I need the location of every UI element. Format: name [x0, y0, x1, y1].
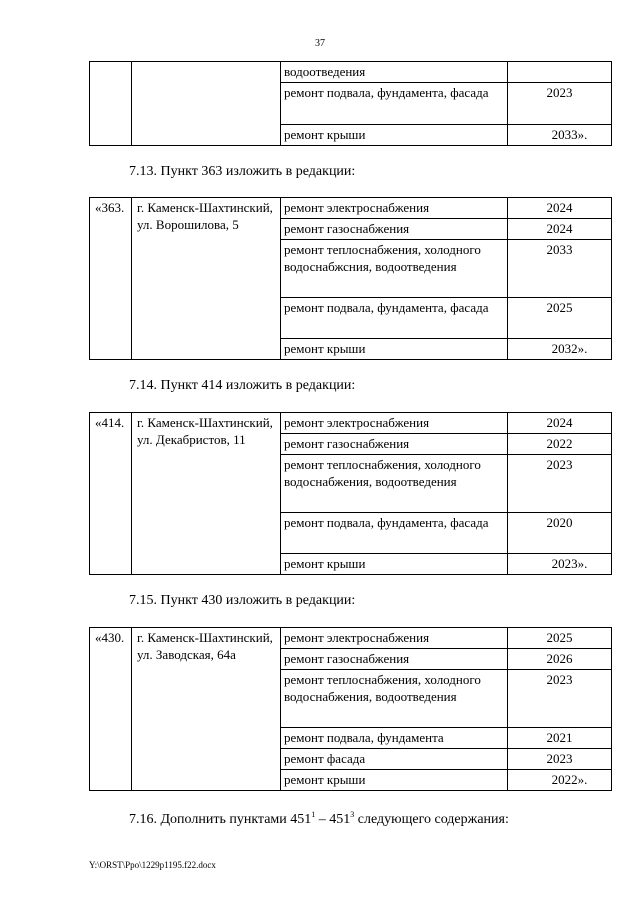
year-cell: 2021 [508, 728, 612, 749]
table-row [90, 62, 612, 83]
page-number: 37 [315, 38, 325, 49]
year-cell: 2023 [508, 83, 612, 125]
section-heading: 7.15. Пункт 430 изложить в редакции: [129, 593, 356, 608]
work-cell: ремонт крыши [281, 554, 508, 575]
year-cell: 2026 [508, 649, 612, 670]
section-table [89, 627, 612, 791]
address-cell: г. Каменск-Шахтинский, ул. Декабристов, 11 [132, 413, 281, 575]
continuation-table [89, 61, 612, 146]
work-cell: ремонт электроснабжения [281, 413, 508, 434]
superscript: 3 [350, 810, 355, 819]
number-cell: «430. [90, 628, 132, 791]
year-cell: 2022 [508, 434, 612, 455]
year-cell: 2023». [508, 554, 612, 575]
year-cell: 2022». [508, 770, 612, 791]
number-cell: «363. [90, 198, 132, 360]
address-cell: г. Каменск-Шахтинский, ул. Ворошилова, 5 [132, 198, 281, 360]
work-cell: ремонт крыши [281, 770, 508, 791]
year-cell: 2024 [508, 219, 612, 240]
year-cell: 2023 [508, 455, 612, 513]
section-heading: 7.14. Пункт 414 изложить в редакции: [129, 378, 356, 393]
work-cell: ремонт электроснабжения [281, 198, 508, 219]
work-cell: ремонт подвала, фундамента, фасада [281, 83, 508, 125]
year-cell: 2024 [508, 413, 612, 434]
work-cell: ремонт электроснабжения [281, 628, 508, 649]
year-cell [508, 62, 612, 83]
final-paragraph [129, 812, 509, 828]
year-cell: 2033». [508, 125, 612, 146]
final-paragraph-suffix: следующего содержания: [354, 812, 509, 827]
table-row [90, 628, 612, 649]
number-cell [90, 62, 132, 146]
year-cell: 2024 [508, 198, 612, 219]
year-cell: 2033 [508, 240, 612, 298]
work-cell: ремонт подвала, фундамента [281, 728, 508, 749]
work-cell: ремонт теплоснабжения, холодного водоснабжсния, водоотведения [281, 240, 508, 298]
superscript: 1 [311, 810, 316, 819]
work-cell: ремонт подвала, фундамента, фасада [281, 298, 508, 339]
work-cell: ремонт газоснабжения [281, 649, 508, 670]
table-row [90, 413, 612, 434]
year-cell: 2025 [508, 628, 612, 649]
work-cell: ремонт фасада [281, 749, 508, 770]
work-cell: ремонт подвала, фундамента, фасада [281, 513, 508, 554]
year-cell: 2020 [508, 513, 612, 554]
work-cell: ремонт газоснабжения [281, 219, 508, 240]
number-cell: «414. [90, 413, 132, 575]
year-cell: 2032». [508, 339, 612, 360]
year-cell: 2023 [508, 670, 612, 728]
work-cell: водоотведения [281, 62, 508, 83]
work-cell: ремонт крыши [281, 339, 508, 360]
final-paragraph-dash: – 451 [315, 812, 351, 827]
work-cell: ремонт газоснабжения [281, 434, 508, 455]
section-table [89, 197, 612, 360]
work-cell: ремонт теплоснабжения, холодного водоснабжения, водоотведения [281, 455, 508, 513]
address-cell: г. Каменск-Шахтинский, ул. Заводская, 64а [132, 628, 281, 791]
work-cell: ремонт теплоснабжения, холодного водоснабжения, водоотведения [281, 670, 508, 728]
year-cell: 2023 [508, 749, 612, 770]
final-paragraph-prefix: 7.16. Дополнить пунктами 451 [129, 812, 312, 827]
section-heading: 7.13. Пункт 363 изложить в редакции: [129, 164, 356, 179]
section-table [89, 412, 612, 575]
work-cell: ремонт крыши [281, 125, 508, 146]
table-row [90, 198, 612, 219]
year-cell: 2025 [508, 298, 612, 339]
address-cell [132, 62, 281, 146]
footer-file-path: Y:\ORST\Ppo\1229p1195.f22.docx [89, 860, 216, 870]
